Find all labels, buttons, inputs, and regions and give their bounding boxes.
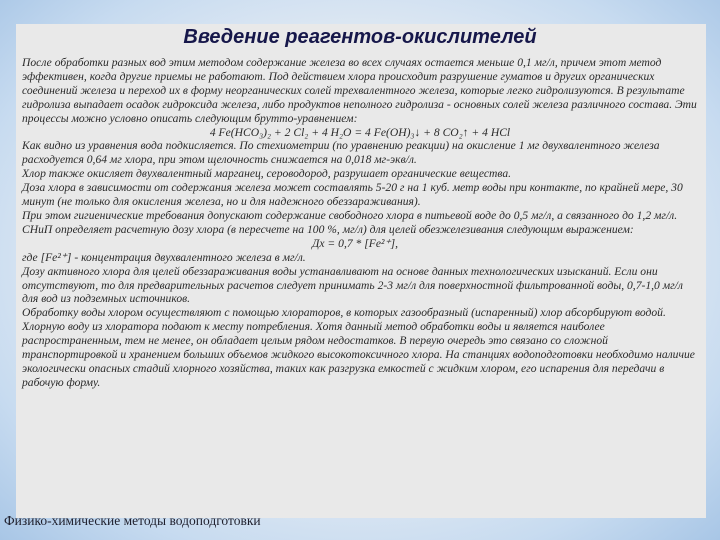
paragraph-chlorinators: Обработку воды хлором осуществляют с помощью хлораторов, в которых газообразный (испаренный) хлор абсорбируют водой. Хлорную воду из хлоратора подают к месту потребления. Хотя данный метод обработки воды и является наиболее распространенным, тем не менее, он обладает целым рядом недостатков. В первую очередь это связано со сложной транспортировкой и хранением больших объемов жидкого высокотоксичного хлора. На станциях водоподготовки необходимо наличие экологически опасных стадий хлорного хозяйства, таких как разгрузка емкостей с жидким хлором, его испарения для передачи в рабочую форму. [22, 306, 695, 389]
reaction-equation: 4 Fe(HCO₃)₂ + 2 Cl₂ + 4 H₂O = 4 Fe(OH)₃↓ + 8 CO₂↑ + 4 HCl [209, 125, 511, 139]
dose-formula: Дх = 0,7 * [Fe²⁺], [312, 236, 398, 250]
paragraph-hygiene: При этом гигиенические требования допускают содержание свободного хлора в питьевой воде до 0,5 мг/л, а связанного до 1,2 мг/л. [22, 208, 678, 222]
slide-footer: Физико-химические методы водоподготовки [4, 513, 261, 528]
paragraph-manganese: Хлор также окисляет двухвалентный марганец, сероводород, разрушает органические вещества. [22, 167, 512, 181]
slide-title: Введение реагентов-окислителей [183, 26, 537, 48]
slide-body [22, 56, 698, 390]
paragraph-snip: СНиП определяет расчетную дозу хлора (в пересчете на 100 %, мг/л) для целей обезжелезивания следующим выражением: [22, 222, 634, 236]
paragraph-dose: Доза хлора в зависимости от содержания железа может составлять 5-20 г на 1 куб. метр воды при контакте, по крайней мере, 30 минут (не только для окисления железа, но и для надежного обеззараживания). [22, 181, 683, 209]
paragraph-acidification: Как видно из уравнения вода подкисляется. По стехиометрии (по уравнению реакции) на окисление 1 мг двухвалентного железа расходуется 0,64 мг хлора, при этом щелочность снижается на 0,018 мг-экв/л. [22, 139, 660, 167]
paragraph-intro: После обработки разных вод этим методом содержание железа во всех случаях остается меньше 0,1 мг/л, причем этот метод эффективен, когда другие приемы не работают. Под действием хлора происходит разрушение гуматов и других органических соединений железа и переход их в форму неорганических солей трехвалентного железа, которые легко гидролизуются. В результате гидролиза выпадает осадок гидроксида железа, либо продуктов неполного гидролиза - основных солей железа различного состава. Эти процессы можно условно описать следующим брутто-уравнением: [22, 56, 697, 125]
paragraph-active-chlorine: Дозу активного хлора для целей обеззараживания воды устанавливают на основе данных технологических изысканий. Если они отсутствуют, то для предварительных расчетов следует принимать 2-3 мг/л для поверхностной фильтрованной воды, 0,7-1,0 мг/л для вод из подземных источников. [22, 264, 683, 306]
paragraph-formula-note: где [Fe²⁺] - концентрация двухвалентного железа в мг/л. [22, 250, 306, 264]
